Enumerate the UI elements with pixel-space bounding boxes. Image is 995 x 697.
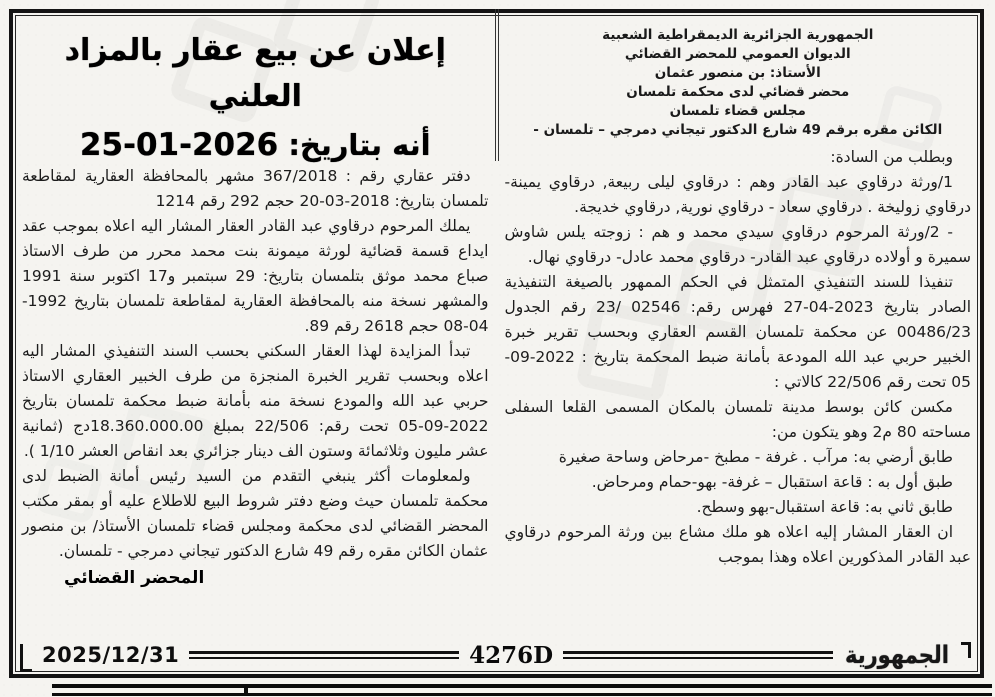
letterhead-line: محضر قضائي لدى محكمة تلمسان	[626, 84, 850, 100]
body-paragraph: تبدأ المزايدة لهذا العقار السكني بحسب السند التنفيذي المشار اليه اعلاه وبحسب تقرير الخبرة المنجزة من طرف الخبير العقاري الاستاذ حربي عبد الله والمودع نسخة منه بأمانة ضبط محكمة تلمسان بتاريخ 2022-09-05 تحت رقم: 22/506 بمبلغ 18.360.000.00دج (ثمانية عشر مليون وثلاثمائة وستون الف دينار جزائري بعد انقاص العشر 1/10 ).	[22, 342, 489, 460]
ad-title-date-label: أنه بتاريخ:	[288, 128, 431, 162]
body-paragraph: ولمعلومات أكثر ينبغي التقدم من السيد رئيس أمانة الضبط لدى محكمة تلمسان حيث وضع دفتر شروط البيع للاطلاع عليه أو بمقر مكتب المحضر القضائي لدى محكمة ومجلس قضاء تلمسان الأستاذ/ بن منصور عثمان الكائن مقره رقم 49 شارع الدكتور تيجاني دمرجي - تلمسان.	[22, 467, 489, 560]
left-column-body	[22, 164, 489, 588]
body-paragraph: طابق أرضي به: مرآب . غرفة - مطبخ -مرحاض وساحة صغيرة	[558, 448, 953, 466]
publication-date: 2025/12/31	[42, 643, 180, 667]
body-paragraph: تنفيذا للسند التنفيذي المتمثل في الحكم الممهور بالصيغة التنفيذية الصادر بتاريخ 2023-04-27 فهرس رقم: 02546 /23 رقم الجدول 00486/23 عن محكمة تلمسان القسم العقاري وبحسب تقرير خبرة الخبير حربي عبد الله المودعة بأمانة ضبط المحكمة بتاريخ : 2022-09-05 تحت رقم 22/506 كالاتي :	[504, 273, 971, 391]
letterhead-line: الكائن مقره برقم 49 شارع الدكتور تيجاني دمرجي – تلمسان -	[533, 122, 943, 138]
footer-rule	[563, 651, 833, 659]
column-divider	[495, 9, 499, 161]
footer-right-corner	[961, 642, 971, 658]
body-paragraph: طابق ثاني به: قاعة استقبال-بهو وسطح.	[696, 498, 953, 516]
bailiff-signature: المحضر القضائي	[64, 568, 205, 588]
footer	[20, 640, 971, 670]
footer-rule	[189, 651, 459, 659]
auction-date: 2026-01-25	[79, 127, 279, 163]
body-paragraph: وبطلب من السادة:	[830, 148, 953, 166]
body-paragraph: مكسن كائن بوسط مدينة تلمسان بالمكان المسمى القلعا السفلى مساحته 80 م2 وهو يتكون من:	[504, 398, 971, 441]
ad-title-line1: إعلان عن بيع عقار بالمزاد العلني	[64, 33, 446, 114]
body-paragraph: - 2/ورثة المرحوم درقاوي سيدي محمد و هم : زوجته يلس شاوش سميرة و أولاده درقاوي عبد القادر- درقاوي محمد عادل- درقاوي نهال.	[504, 223, 971, 266]
right-column-body	[505, 145, 972, 570]
body-paragraph: ان العقار المشار إليه اعلاه هو ملك مشاع بين ورثة المرحوم درقاوي عبد القادر المذكورين اعلاه وهذا بموجب	[504, 523, 971, 566]
page-bottom-rule-tick	[244, 684, 248, 695]
body-paragraph: طبق أول به : قاعة استقبال – غرفة- بهو-حمام ومرحاض.	[591, 473, 953, 491]
letterhead-line: الجمهورية الجزائرية الديمقراطية الشعبية	[602, 27, 874, 43]
newspaper-logo: الجمهورية	[844, 641, 949, 669]
page-bottom-rule	[52, 684, 992, 696]
ad-reference-number: 4276D	[469, 641, 554, 669]
letterhead-line: الديوان العمومي للمحضر القضائي	[624, 46, 851, 62]
ad-title	[22, 16, 489, 164]
letterhead-line: الأستاذ: بن منصور عثمان	[654, 65, 821, 81]
bailiff-letterhead	[505, 16, 972, 145]
footer-left-corner	[20, 644, 32, 672]
ad-border-box	[9, 9, 984, 678]
body-paragraph: دفتر عقاري رقم : 367/2018 مشهر بالمحافظة العقارية لمقاطعة تلمسان بتاريخ: 2018-03-20 حجم 292 رقم 1214	[22, 167, 489, 210]
right-column	[505, 16, 972, 634]
body-paragraph: 1/ورثة درقاوي عبد القادر وهم : درقاوي ليلى ربيعة, درقاوي يمينة- درقاوي زوليخة . درقاوي سعاد - درقاوي نورية, درقاوي خديجة.	[504, 173, 971, 216]
body-paragraph: يملك المرحوم درقاوي عبد القادر العقار المشار اليه اعلاه بموجب عقد ايداع قسمة قضائية لورثة ميمونة بنت محمد محرر من طرف الاستاذ صباع محمد موثق بتلمسان بتاريخ: 29 سبتمبر و17 اكتوبر سنة 1991 والمشهر نسخة منه بالمحافظة العقارية لمقاطعة تلمسان بتاريخ 1992-04-08 حجم 2618 رقم 89.	[22, 217, 489, 335]
left-column	[22, 16, 489, 634]
ad-title-line2	[22, 120, 489, 170]
letterhead-line: مجلس قضاء تلمسان	[669, 103, 806, 119]
ad-content	[22, 16, 971, 634]
